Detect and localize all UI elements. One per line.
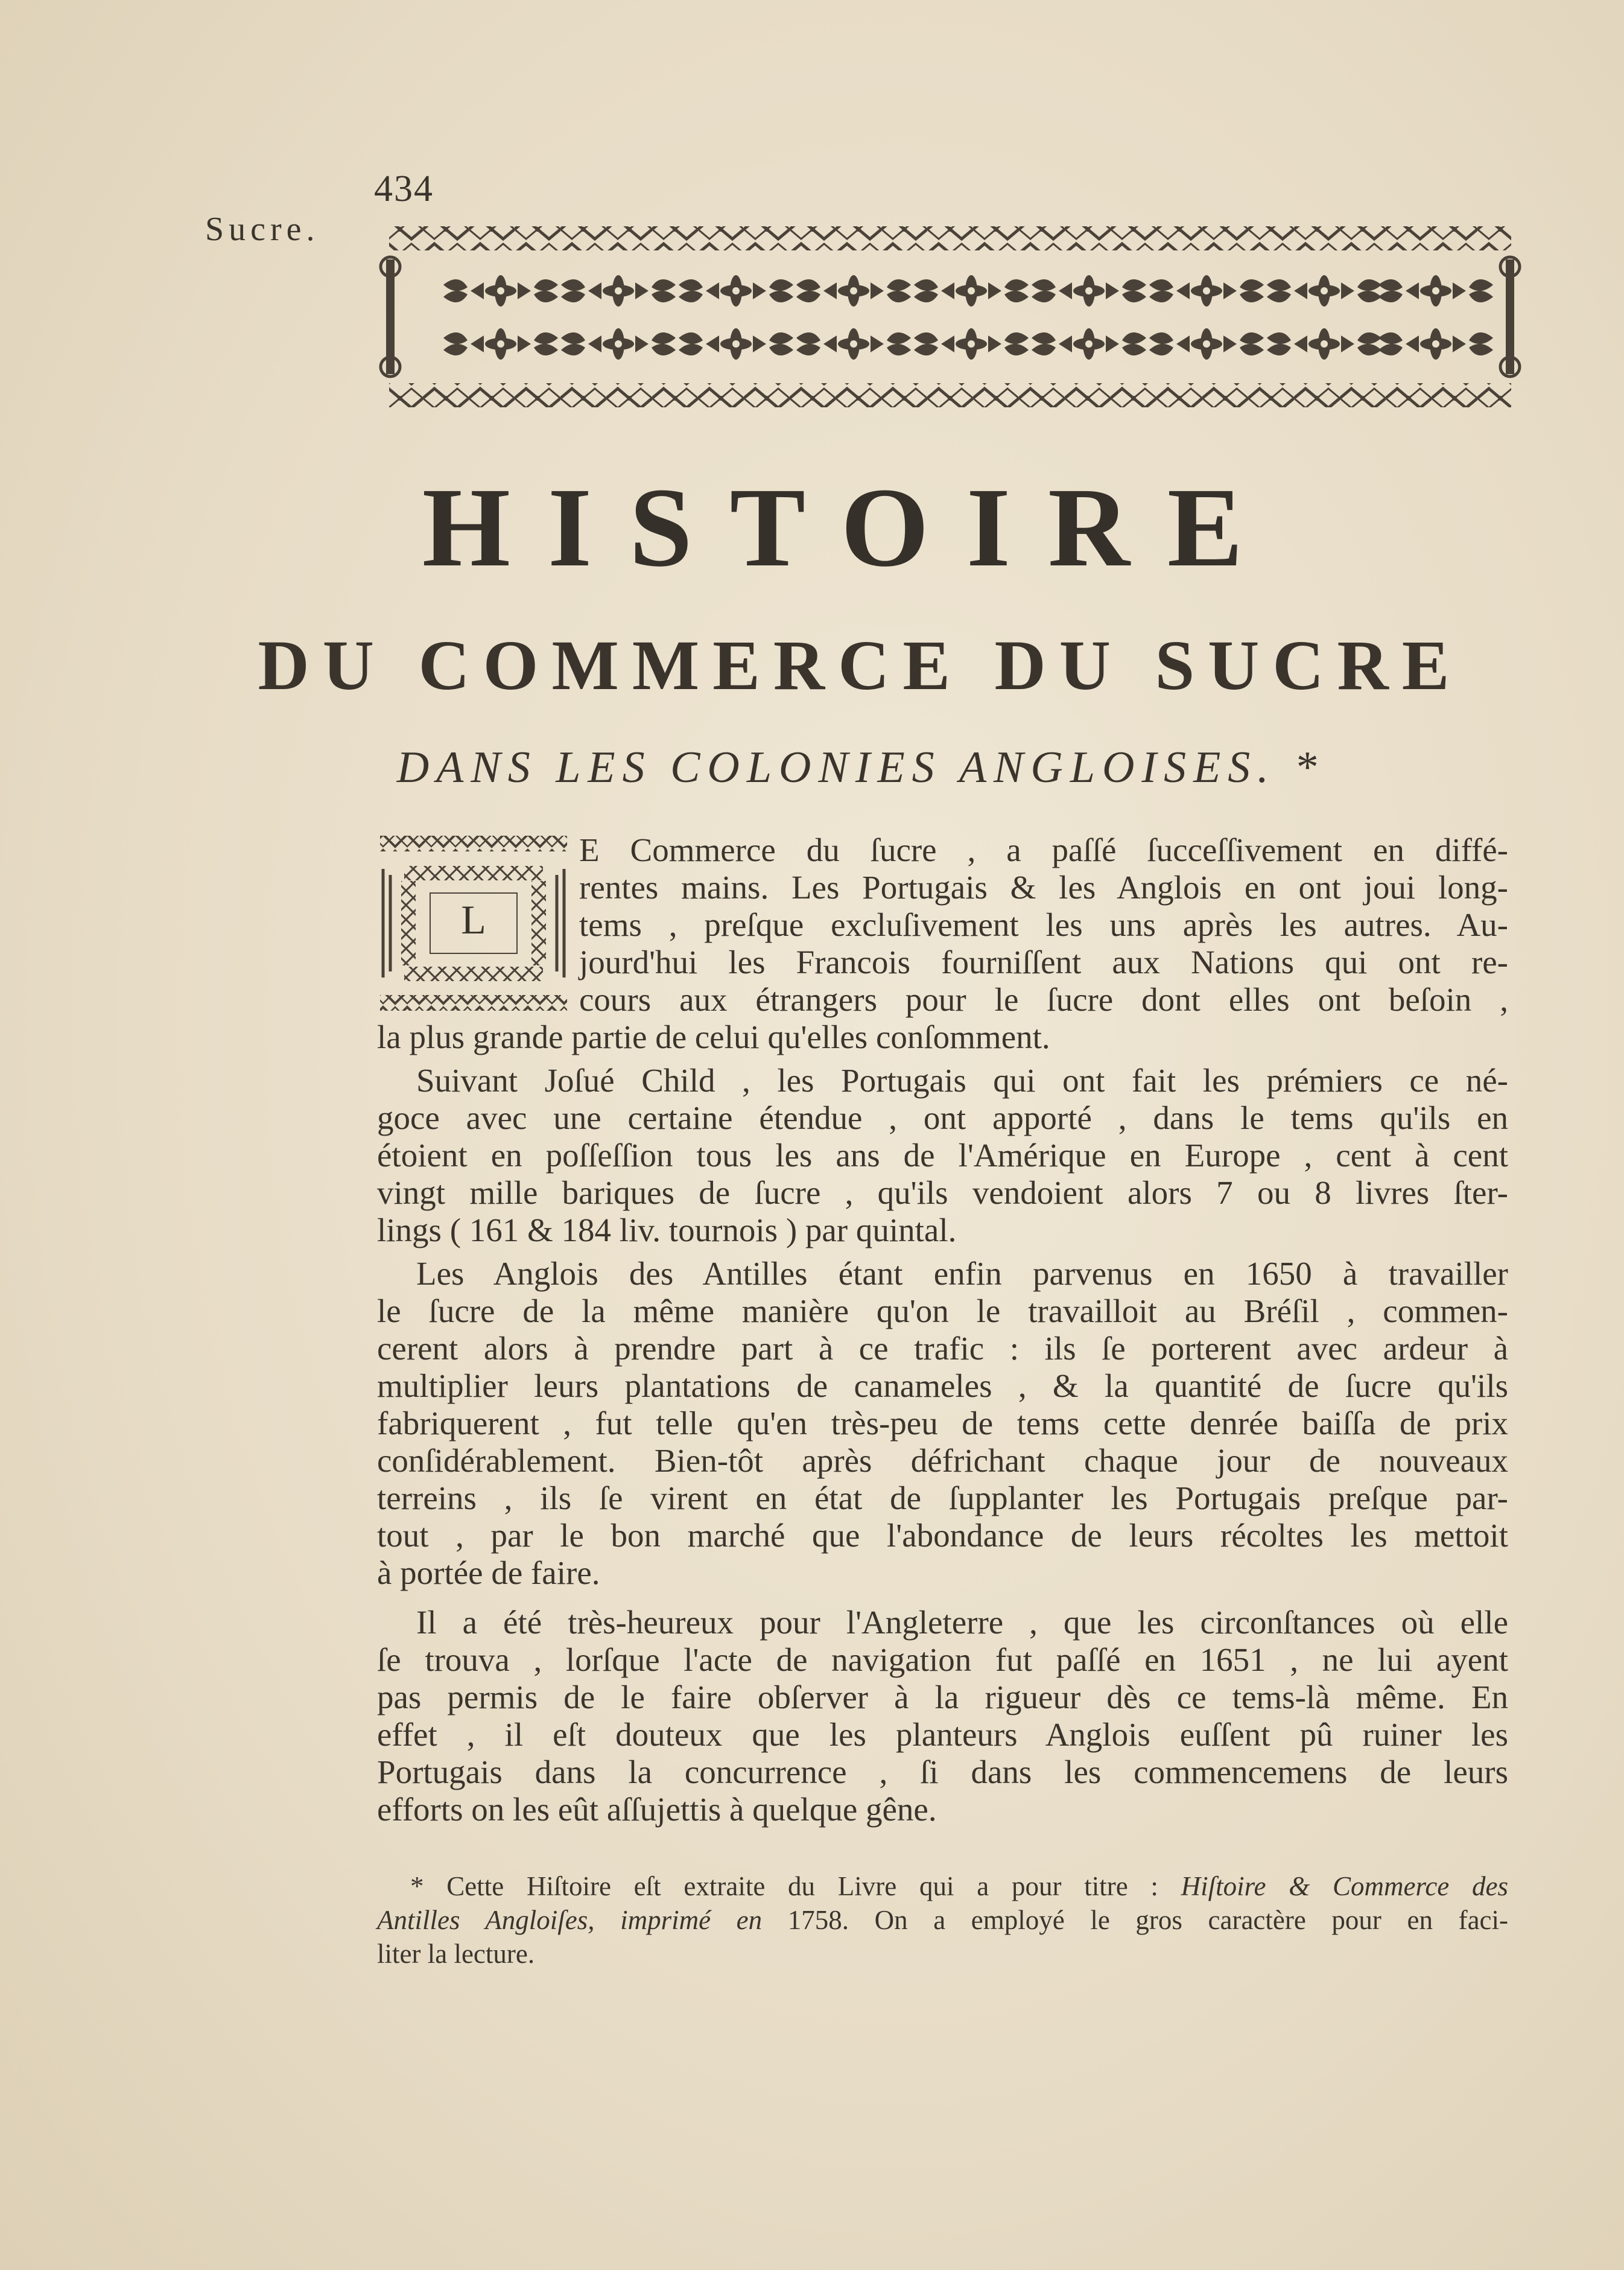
body-line: Il a été très-heureux pour l'Angleterre , que les circonſtances où elle (416, 1604, 1508, 1641)
body-line: tout , par le bon marché que l'abondance de leurs récoltes les mettoit (377, 1517, 1508, 1554)
drop-cap-letter: L (461, 897, 486, 943)
body-line: efforts on les eût aſſujettis à quelque gêne. (377, 1791, 937, 1828)
body-line: multiplier leurs plantations de canameles , & la quantité de ſucre qu'ils (377, 1367, 1508, 1404)
body-line: fabriquerent , fut telle qu'en très-peu de tems cette denrée baiſſa de prix (377, 1405, 1508, 1442)
title-subtitle-italic: DANS LES COLONIES ANGLOISES. * (396, 743, 1324, 792)
floral-headpiece-ornament-icon (377, 217, 1523, 416)
body-line: tems , preſque excluſivement les uns après les autres. Au- (579, 906, 1508, 943)
body-line: cours aux étrangers pour le ſucre dont elles ont beſoin , (579, 981, 1508, 1018)
footnote-italic: Antilles Angloiſes, imprimé en (377, 1905, 763, 1935)
body-line: ſe trouva , lorſque l'acte de navigation fut paſſé en 1651 , ne lui ayent (377, 1641, 1508, 1678)
footnote-italic: Hiſtoire & Commerce des (1181, 1871, 1508, 1901)
body-line: pas permis de le faire obſerver à la rigueur dès ce tems-là même. En (377, 1679, 1508, 1715)
footnote-line (377, 1904, 1508, 1936)
body-line: Suivant Joſué Child , les Portugais qui ont fait les prémiers ce né- (416, 1062, 1508, 1099)
title-subtitle: DU COMMERCE DU SUCRE (258, 626, 1463, 705)
body-line: terreins , ils ſe virent en état de ſupplanter les Portugais preſque par- (377, 1480, 1508, 1516)
body-line: effet , il eſt douteux que les planteurs Anglois euſſent pû ruiner les (377, 1716, 1508, 1753)
footnote-text: 1758. On a employé le gros caractère pour en faci- (762, 1905, 1509, 1935)
body-line: étoient en poſſeſſion tous les ans de l'Amérique en Europe , cent à cent (377, 1137, 1508, 1174)
running-head: Sucre. (205, 211, 320, 248)
body-line: Portugais dans la concurrence , ſi dans les commencemens de leurs (377, 1753, 1508, 1790)
body-line: lings ( 161 & 184 liv. tournois ) par quintal. (377, 1212, 957, 1248)
footnote-text: * Cette Hiſtoire eſt extraite du Livre qui a pour titre : (410, 1871, 1181, 1901)
body-line: le ſucre de la même manière qu'on le travailloit au Bréſil , commen- (377, 1292, 1508, 1329)
ornamental-initial-frame-icon (377, 833, 570, 1014)
footnote-line: liter la lecture. (377, 1939, 535, 1969)
body-line: cerent alors à prendre part à ce trafic : ils ſe porterent avec ardeur à (377, 1330, 1508, 1367)
body-line: goce avec une certaine étendue , ont apporté , dans le tems qu'ils en (377, 1099, 1508, 1136)
body-line: Les Anglois des Antilles étant enfin parvenus en 1650 à travailler (416, 1255, 1508, 1292)
body-line: jourd'hui les Francois fourniſſent aux Nations qui ont re- (579, 944, 1508, 981)
body-line: la plus grande partie de celui qu'elles conſomment. (377, 1019, 1050, 1055)
body-line: conſidérablement. Bien-tôt après défrichant chaque jour de nouveaux (377, 1442, 1508, 1479)
body-line: vingt mille bariques de ſucre , qu'ils vendoient alors 7 ou 8 livres ſter- (377, 1174, 1508, 1211)
body-line: E Commerce du ſucre , a paſſé ſucceſſivement en diffé- (579, 831, 1508, 868)
body-line: à portée de faire. (377, 1554, 600, 1591)
body-line: rentes mains. Les Portugais & les Anglois en ont joui long- (579, 869, 1508, 906)
footnote-line (410, 1871, 1508, 1902)
title-main: HISTOIRE (422, 464, 1281, 590)
page-number: 434 (374, 168, 434, 209)
